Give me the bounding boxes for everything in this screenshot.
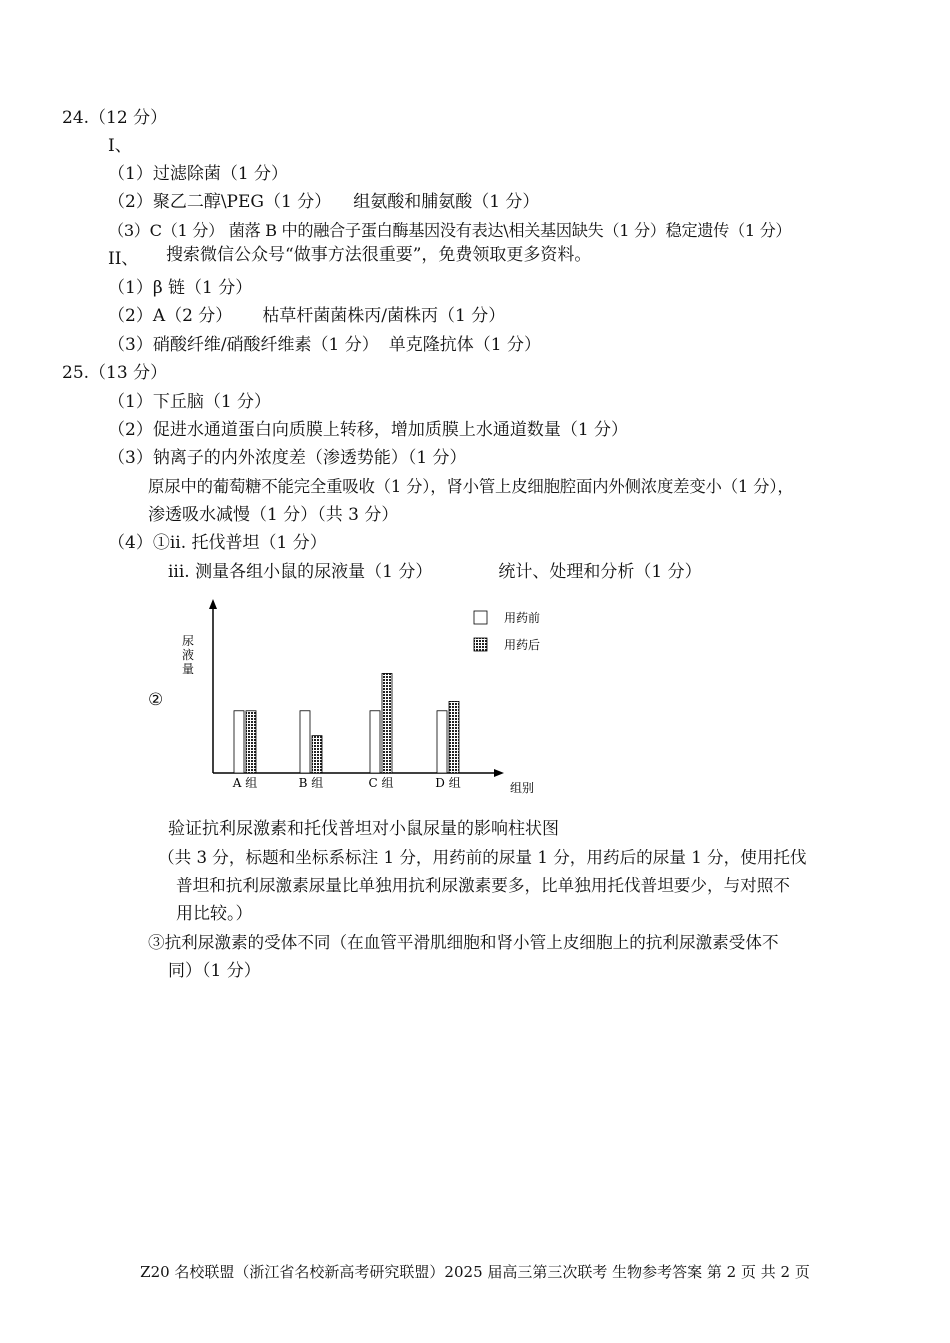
q25-answer-4-iii-a: iii. 测量各组小鼠的尿液量（1 分） [168,562,433,582]
y-axis-label: 尿液量 [182,634,195,676]
promo-text: 搜索微信公众号“做事方法很重要”，免费领取更多资料。 [166,245,592,265]
q24-ii-answer-2a: （2）A（2 分） [108,306,233,326]
q24-ii-answer-3a: （3）硝酸纤维/硝酸纤维素（1 分） [108,335,379,355]
bar-before-2 [300,711,310,773]
x-tick-label: D 组 [435,776,461,790]
bar-after-4 [449,701,459,773]
legend-swatch-before [474,611,487,624]
bar-after-3 [382,673,392,773]
bar-before-3 [370,711,380,773]
q25-answer-1: （1）下丘脑（1 分） [108,392,272,412]
q24-part-ii: II、 [108,249,139,269]
q24-answer-2 [108,191,539,213]
q24-answer-2b: 组氨酸和脯氨酸（1 分） [353,192,540,212]
x-tick-label: B 组 [298,776,324,790]
q25-answer-5-line1: ③抗利尿激素的受体不同（在血管平滑肌细胞和肾小管上皮细胞上的抗利尿激素受体不 [148,933,779,952]
x-tick-label: C 组 [368,776,394,790]
x-axis-label: 组别 [510,781,535,795]
x-axis-arrow-icon [494,769,504,777]
scoring-note-line3: 用比较。） [176,904,253,924]
scoring-note-line2: 普坦和抗利尿激素尿量比单独用抗利尿激素要多，比单独用托伐普坦要少，与对照不 [176,876,790,895]
q25-answer-2: （2）促进水通道蛋白向质膜上转移，增加质膜上水通道数量（1 分） [108,420,629,440]
q24-answer-1: （1）过滤除菌（1 分） [108,164,289,184]
q24-heading: 24.（12 分） [62,108,168,128]
bar-after-1 [246,711,256,773]
q24-ii-answer-3b: 单克隆抗体（1 分） [388,335,541,355]
bar-before-4 [437,711,447,773]
q25-answer-4-iii-b: 统计、处理和分析（1 分） [498,562,702,582]
circle-two-marker: ② [148,690,164,710]
q24-ii-answer-2 [108,305,505,327]
legend-swatch-after [474,638,487,651]
page-footer: Z20 名校联盟（浙江省名校新高考研究联盟）2025 届高三第三次联考 生物参考答案 第 2 页 共 2 页 [140,1263,810,1281]
q24-answer-3: （3）C（1 分） 菌落 B 中的融合子蛋白酶基因没有表达\相关基因缺失（1 分）稳定遗传（1 分） [108,221,792,240]
q25-answer-3: （3）钠离子的内外浓度差（渗透势能）（1 分） [108,448,467,468]
q25-heading: 25.（13 分） [62,363,168,383]
q25-answer-4-iii [168,561,702,583]
q25-answer-3-line2: 原尿中的葡萄糖不能完全重吸收（1 分），肾小管上皮细胞腔面内外侧浓度差变小（1 分）， [148,477,794,496]
bar-before-1 [234,711,244,773]
q24-part-i: I、 [108,136,132,156]
x-tick-label: A 组 [232,776,258,790]
q24-answer-2a: （2）聚乙二醇\PEG（1 分） [108,192,332,212]
legend-label-after: 用药后 [504,638,541,652]
scoring-note-line1: （共 3 分，标题和坐标系标注 1 分，用药前的尿量 1 分，用药后的尿量 1 分，使用托伐 [158,848,807,867]
y-axis-arrow-icon [209,599,217,609]
q25-answer-4: （4）①ii. 托伐普坦（1 分） [108,533,327,553]
bar-after-2 [312,736,322,773]
chart-caption: 验证抗利尿激素和托伐普坦对小鼠尿量的影响柱状图 [168,819,559,839]
legend-label-before: 用药前 [504,611,541,625]
q25-answer-5-line2: 同）（1 分） [168,961,261,981]
q24-ii-answer-3 [108,334,541,356]
q24-ii-answer-1: （1）β 链（1 分） [108,278,253,298]
q25-answer-3-line3: 渗透吸水减慢（1 分）（共 3 分） [148,505,399,525]
q24-ii-answer-2b: 枯草杆菌菌株丙/菌株丙（1 分） [262,306,506,326]
urine-volume-bar-chart [170,595,550,800]
